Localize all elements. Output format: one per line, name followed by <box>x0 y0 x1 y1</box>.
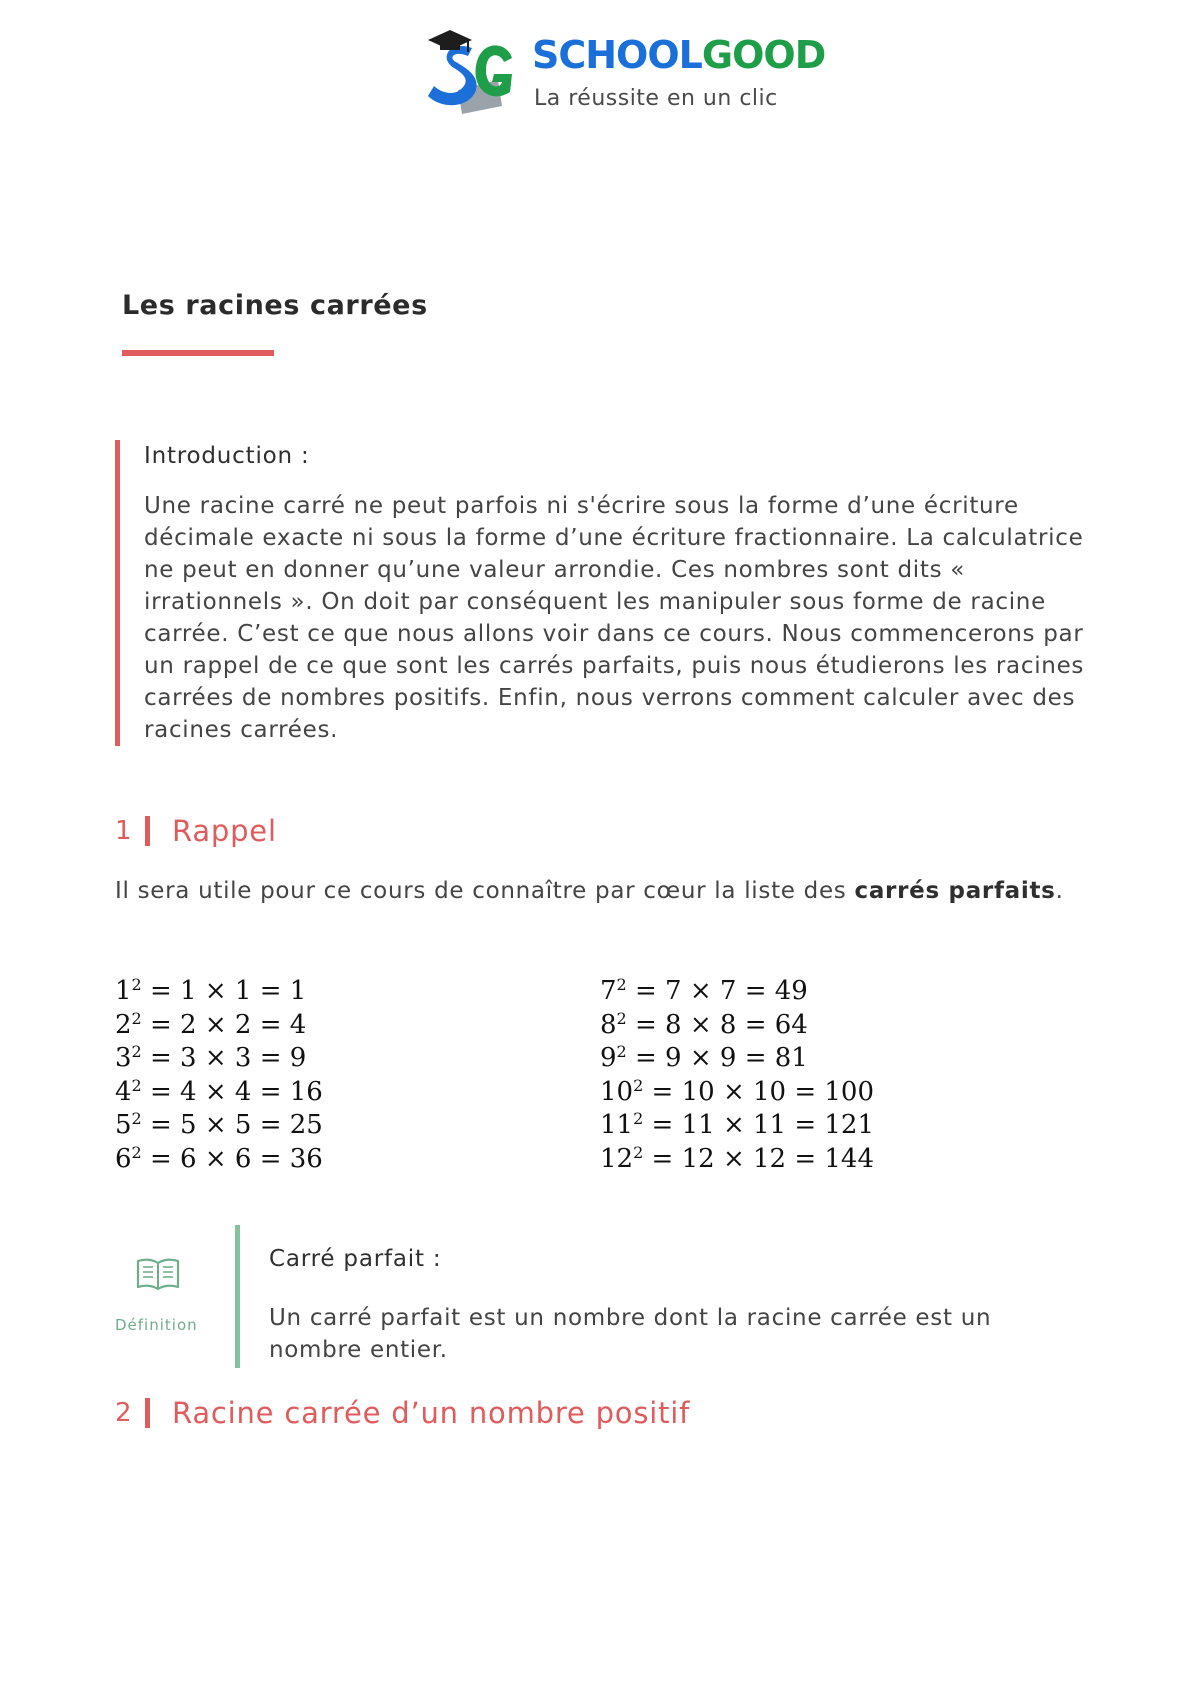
section-number: 1 <box>115 816 132 846</box>
section-bar <box>145 816 150 846</box>
sg-logo-icon <box>420 18 520 118</box>
square-equation: $4^2 = 4 \times 4 = 16$ <box>115 1075 323 1107</box>
section-heading-rappel <box>115 814 277 848</box>
emphasis-carres-parfaits: carrés parfaits <box>854 878 1056 904</box>
definition-bar <box>235 1225 240 1368</box>
square-equation: $5^2 = 5 \times 5 = 25$ <box>115 1109 323 1140</box>
square-equation: $10^2 = 10 \times 10 = 100$ <box>600 1075 875 1107</box>
section-heading-racine <box>115 1396 690 1430</box>
rappel-lead-text: Il sera utile pour ce cours de connaître par cœur la liste des carrés parfaits. <box>115 878 1064 904</box>
square-equation: $9^2 = 9 \times 9 = 81$ <box>600 1042 808 1073</box>
definition-label: Définition <box>115 1316 198 1334</box>
square-equation: $3^2 = 3 \times 3 = 9$ <box>115 1042 307 1073</box>
intro-block <box>115 440 1104 746</box>
square-equation: $2^2 = 2 \times 2 = 4$ <box>115 1008 307 1040</box>
section-bar <box>145 1398 150 1428</box>
square-equation: $12^2 = 12 \times 12 = 144$ <box>600 1142 875 1174</box>
definition-text: Un carré parfait est un nombre dont la racine carrée est un nombre entier. <box>269 1305 992 1363</box>
section-title: Rappel <box>172 814 277 848</box>
squares-list-left <box>115 975 323 1176</box>
page-title: Les racines carrées <box>122 290 428 321</box>
schoolgood-logo <box>420 18 826 118</box>
brand-name: SCHOOLGOOD <box>532 33 826 77</box>
square-equation: $7^2 = 7 \times 7 = 49$ <box>600 975 808 1006</box>
square-equation: $11^2 = 11 \times 11 = 121$ <box>600 1109 875 1140</box>
title-underline <box>122 350 274 356</box>
brand-tagline: La réussite en un clic <box>534 86 778 111</box>
section-number: 2 <box>115 1398 132 1428</box>
open-book-icon <box>135 1255 181 1293</box>
definition-title: Carré parfait : <box>269 1246 442 1272</box>
squares-list-right <box>600 975 874 1176</box>
section-title: Racine carrée d’un nombre positif <box>172 1396 691 1430</box>
intro-label: Introduction : <box>144 443 310 469</box>
intro-text: Une racine carré ne peut parfois ni s'écrire sous la forme d’une écriture décimale exacte ni sous la forme d’une écriture fractionnaire. La calculatrice ne peut en donner qu’une valeur arrondie. Ces nombres sont dits « irrationnels ». On doit par conséquent les manipuler sous forme de racine carrée. C’est ce que nous allons voir dans ce cours. Nous commencerons par un rappel de ce que sont les carrés parfaits, puis nous étudierons les racines carrées de nombres positifs. Enfin, nous verrons comment calculer avec des racines carrées. <box>144 493 1085 743</box>
square-equation: $8^2 = 8 \times 8 = 64$ <box>600 1008 808 1040</box>
square-equation: $1^2 = 1 \times 1 = 1$ <box>115 975 307 1006</box>
square-equation: $6^2 = 6 \times 6 = 36$ <box>115 1142 323 1174</box>
